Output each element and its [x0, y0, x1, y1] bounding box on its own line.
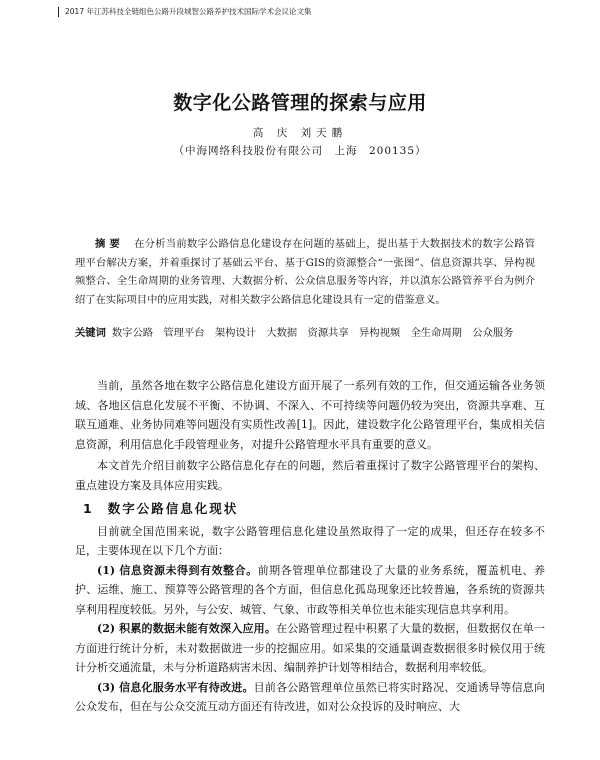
running-header	[58, 6, 311, 17]
keywords	[75, 324, 535, 343]
list-item-text: 目前各公路管理单位虽然已将实时路况、交通诱导等信息向公众发布，但在与公众交流互动方面还有待改进，如对公众投诉的及时响应、大	[75, 680, 545, 713]
paragraph-status: 目前就全国范围来说，数字公路管理信息化建设虽然取得了一定的成果，但还存在较多不足，主要体现在以下几个方面：	[75, 524, 545, 557]
paragraph-outline: 本文首先介绍目前数字公路信息化存在的问题，然后着重探讨了数字公路管理平台的架构、重点建设方案及具体应用实践。	[75, 459, 545, 492]
list-item	[75, 561, 545, 620]
section-title: 数字公路信息化现状	[107, 501, 239, 516]
header-rule	[58, 7, 59, 17]
paper-title: 数字化公路管理的探索与应用	[173, 92, 427, 114]
list-item-text: 前期各管理单位都建设了大量的业务系统，覆盖机电、养护、运维、施工、预算等公路管理的各个方面，但信息化孤岛现象还比较普遍，各系统的资源共享利用程度较低。另外，与公安、城管、气象、市政等相关单位也未能实现信息共享利用。	[75, 563, 545, 616]
list-item-lead: (2) 积累的数据未能有效深入应用。	[97, 622, 277, 635]
list-item	[75, 619, 545, 678]
abstract-label: 摘要	[95, 238, 125, 250]
keywords-text: 数字公路 管理平台 架构设计 大数据 资源共享 异构视频 全生命周期 公众服务	[111, 327, 514, 339]
section-heading	[83, 499, 545, 519]
paragraph-intro: 当前，虽然各地在数字公路信息化建设方面开展了一系列有效的工作，但交通运输各业务领域、各地区信息化发展不平衡、不协调、不深入、不可持续等问题仍较为突出，资源共享难、互联互通难、业务协同难等问题没有实质性改善[1]。因此，建设数字化公路管理平台，集成相关信息资源，利用信息化手段管理业务，对提升公路管理水平具有重要的意义。	[75, 379, 545, 451]
list-item	[75, 678, 545, 717]
abstract	[75, 235, 535, 309]
paper-affiliation: （中海网络科技股份有限公司 上海 200135）	[173, 145, 427, 157]
list-item-lead: (1) 信息资源未得到有效整合。	[97, 563, 258, 577]
body-text	[75, 376, 545, 717]
abstract-text: 在分析当前数字公路信息化建设存在问题的基础上，提出基于大数据技术的数字公路管理平台解决方案，并着重探讨了基础云平台、基于GIS的资源整合“一张图”、信息资源共享、异构视频整合、全生命周期的业务管理、大数据分析、公众信息服务等内容，并以滇东公路管养平台为例介绍了在实际项目中的应用实践，对相关数字公路信息化建设具有一定的借鉴意义。	[75, 238, 536, 306]
list-item-text: 在公路管理过程中积累了大量的数据，但数据仅在单一方面进行统计分析，未对数据做进一步的挖掘应用。如采集的交通量调查数据很多时候仅用于统计分析交通流量，未与分析道路病害未因、编制养护计划等相结合，数据利用率较低。	[75, 622, 545, 674]
list-item-lead: (3) 信息化服务水平有待改进。	[97, 680, 254, 694]
journal-name: 2017 年江苏科技全链组色公路升段城智公路养护技术国际学术会议论文集	[65, 7, 312, 16]
paper-authors: 高 庆 刘天鹏	[252, 127, 348, 139]
keywords-label: 关键词	[75, 327, 106, 339]
section-number: 1	[83, 501, 94, 516]
